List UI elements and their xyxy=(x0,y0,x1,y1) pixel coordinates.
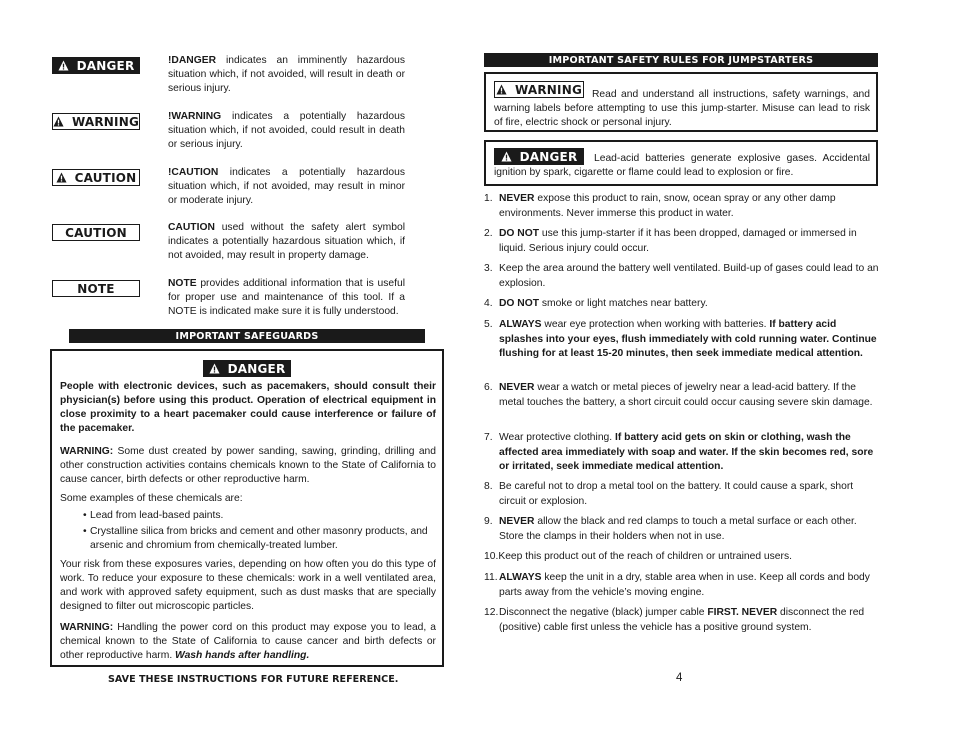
jumpstarter-warning-text xyxy=(494,88,870,130)
rule-text: Keep the area around the battery well ventilated. Build-up of gases could lead to an explosion. xyxy=(499,263,879,289)
caution-definition xyxy=(168,166,405,208)
chemical-examples-intro: Some examples of these chemicals are: xyxy=(60,493,243,504)
jumpstarter-title: IMPORTANT SAFETY RULES FOR JUMPSTARTERS xyxy=(548,54,814,66)
rule-lead: NEVER xyxy=(499,382,535,393)
safeguards-banner xyxy=(69,329,425,343)
rule-text: wear a watch or metal pieces of jewelry near a lead-acid battery. If the metal touches the battery, a short circuit could occur causing severe skin damage. xyxy=(499,382,873,408)
note-signal-label xyxy=(52,280,140,297)
rule-item xyxy=(484,262,880,291)
list-item: Crystalline silica from bricks and cement and other masonry products, and arsenic and chromium from chemically-treated lumber. xyxy=(90,526,428,551)
danger-signal-label xyxy=(52,57,140,74)
alert-triangle-icon xyxy=(209,363,220,374)
rule-text: Disconnect the negative (black) jumper cable xyxy=(499,607,708,618)
alert-triangle-icon xyxy=(58,60,69,71)
jumpstarter-warning-box xyxy=(484,72,878,132)
rule-text: keep the unit in a dry, stable area when in use. Keep all cords and body parts away from the vehicle’s moving engine. xyxy=(499,572,870,598)
rule-number: 5. xyxy=(484,319,493,330)
rule-number: 10. xyxy=(484,551,499,562)
rule-text: Keep this product out of the reach of children or untrained users. xyxy=(498,551,792,562)
safeguards-danger-signal xyxy=(203,360,291,377)
rule-lead: NEVER xyxy=(499,516,535,527)
rule-mid-bold: FIRST. NEVER xyxy=(707,607,778,618)
rule-text: smoke or light matches near battery. xyxy=(539,298,708,309)
jumpstarter-danger-text xyxy=(494,149,870,180)
rule-number: 8. xyxy=(484,481,493,492)
jumpstarter-danger-signal-text: DANGER xyxy=(519,149,578,164)
note-signal-text: NOTE xyxy=(77,281,115,296)
rule-item xyxy=(484,318,880,362)
rule-bold-tail: If battery acid gets on skin or clothing, wash the affected area immediately with soap and water. If the skin becomes red, sore or irritated, seek immediate medical attention. xyxy=(499,432,874,472)
page-number: 4 xyxy=(676,672,683,684)
pacemaker-warning: People with electronic devices, such as pacemakers, should consult their physician(s) before using this product. Operation of electrical equipment in close proximity to a heart pacemaker could cause interference or failure of the pacemaker. xyxy=(60,381,436,434)
warning-definition-term: !WARNING xyxy=(168,111,222,122)
safeguards-danger-text: DANGER xyxy=(227,361,286,376)
rule-number: 6. xyxy=(484,382,493,393)
rule-number: 2. xyxy=(484,228,493,239)
rule-item xyxy=(484,227,880,256)
rule-bold-tail: If battery acid splashes into your eyes, flush immediately with cold running water. Continue flushing for at least 15-20 minutes, then seek immediate medical attention. xyxy=(499,319,877,359)
jumpstarter-danger-box xyxy=(484,140,878,186)
warning-signal-label xyxy=(52,113,140,130)
safeguards-title: IMPORTANT SAFEGUARDS xyxy=(175,330,319,342)
rule-item xyxy=(484,192,880,221)
save-instructions-footer: SAVE THESE INSTRUCTIONS FOR FUTURE REFERENCE. xyxy=(108,674,399,685)
rule-text: allow the black and red clamps to touch a metal surface or each other. Store the clamps in their holders when not in use. xyxy=(499,516,857,542)
safeguards-box xyxy=(50,349,444,667)
rule-lead: ALWAYS xyxy=(499,319,542,330)
rule-item xyxy=(484,480,880,509)
alert-triangle-icon xyxy=(53,116,64,127)
note-definition xyxy=(168,277,405,319)
rule-number: 12. xyxy=(484,607,499,618)
rule-number: 1. xyxy=(484,193,493,204)
rule-item xyxy=(484,431,880,475)
wash-hands-emphasis: Wash hands after handling. xyxy=(175,650,310,661)
bullet-marker: • xyxy=(83,526,87,537)
rule-item xyxy=(484,515,880,544)
rule-number: 7. xyxy=(484,432,493,443)
rule-text: use this jump-starter if it has been dropped, damaged or immersed in liquid. Serious injury could occur. xyxy=(499,228,857,254)
power-cord-warning-text: Handling the power cord on this product may expose you to lead, a chemical known to the State of California to cause cancer and birth defects or other reproductive harm. xyxy=(60,622,436,661)
jumpstarter-banner xyxy=(484,53,878,67)
rule-lead: NEVER xyxy=(499,193,535,204)
danger-definition-term: !DANGER xyxy=(168,55,217,66)
caution-plain-signal-text: CAUTION xyxy=(65,225,127,240)
exposure-risk-text: Your risk from these exposures varies, depending on how often you do this type of work. To reduce your exposure to these chemicals: work in a well ventilated area, and work with approved safety equipment, such as dust masks that are specially designed to filter out microscopic particles. xyxy=(60,559,436,612)
bullet-marker: • xyxy=(83,510,87,521)
caution-definition-text: indicates a potentially hazardous situation which, if not avoided, may result in minor or moderate injury. xyxy=(168,167,405,206)
rule-lead: ALWAYS xyxy=(499,572,542,583)
rule-item xyxy=(484,571,880,600)
warning-definition-text: indicates a potentially hazardous situation which, if not avoided, could result in death or serious injury. xyxy=(168,111,405,150)
rule-number: 9. xyxy=(484,516,493,527)
caution-signal-text: CAUTION xyxy=(74,170,137,185)
rule-lead: DO NOT xyxy=(499,298,540,309)
danger-signal-text: DANGER xyxy=(76,58,135,73)
caution-plain-signal-label xyxy=(52,224,140,241)
rule-item xyxy=(484,550,880,565)
rule-text: Be careful not to drop a metal tool on the battery. It could cause a spark, short circuit or explosion. xyxy=(499,481,854,507)
warning-signal-text: WARNING xyxy=(71,114,140,129)
caution-signal-label xyxy=(52,169,140,186)
jumpstarter-warning-signal-text: WARNING xyxy=(514,82,583,97)
list-item: Lead from lead-based paints. xyxy=(90,510,224,521)
caution-definition-term: !CAUTION xyxy=(168,167,219,178)
danger-definition xyxy=(168,54,405,96)
rule-item xyxy=(484,381,880,410)
rule-item xyxy=(484,606,880,635)
jumpstarter-warning-body: Read and understand all instructions, safety warnings, and warning labels before attempting to use this jump-starter. Misuse can lead to risk of fire, electric shock or personal injury. xyxy=(494,89,870,128)
power-cord-warning xyxy=(60,621,436,663)
rule-number: 4. xyxy=(484,298,493,309)
power-cord-warning-label: WARNING: xyxy=(60,622,114,633)
caution-plain-definition xyxy=(168,221,405,263)
dust-warning-text: Some dust created by power sanding, sawing, grinding, drilling and other construction activities contains chemicals known to the State of California to cause cancer, birth defects or other reproductive harm. xyxy=(60,446,436,485)
dust-warning-label: WARNING: xyxy=(60,446,114,457)
rule-text: Wear protective clothing. xyxy=(499,432,615,443)
rule-item xyxy=(484,297,880,312)
rule-number: 11. xyxy=(484,572,498,583)
warning-definition xyxy=(168,110,405,152)
rule-number: 3. xyxy=(484,263,493,274)
rule-text-continued: disconnect the red (positive) cable first unless the vehicle has a positive ground system. xyxy=(499,607,865,633)
dust-warning xyxy=(60,445,436,487)
rule-lead: DO NOT xyxy=(499,228,540,239)
jumpstarter-danger-body: Lead-acid batteries generate explosive gases. Accidental ignition by spark, cigarette or flame could lead to explosion or fire. xyxy=(494,153,870,178)
alert-triangle-icon xyxy=(56,172,67,183)
danger-definition-text: indicates an imminently hazardous situation which, if not avoided, will result in death or serious injury. xyxy=(168,55,405,94)
rule-text: wear eye protection when working with batteries. xyxy=(541,319,770,330)
caution-plain-definition-text: used without the safety alert symbol indicates a potentially hazardous situation which, if not avoided, may result in property damage. xyxy=(168,222,405,261)
note-definition-term: NOTE xyxy=(168,278,197,289)
note-definition-text: provides additional information that is useful for proper use and maintenance of this tool. If a NOTE is indicated make sure it is fully understood. xyxy=(168,278,405,317)
caution-plain-definition-term: CAUTION xyxy=(168,222,215,233)
rule-text: expose this product to rain, snow, ocean spray or any other damp environments. Never immerse this product in water. xyxy=(499,193,836,219)
